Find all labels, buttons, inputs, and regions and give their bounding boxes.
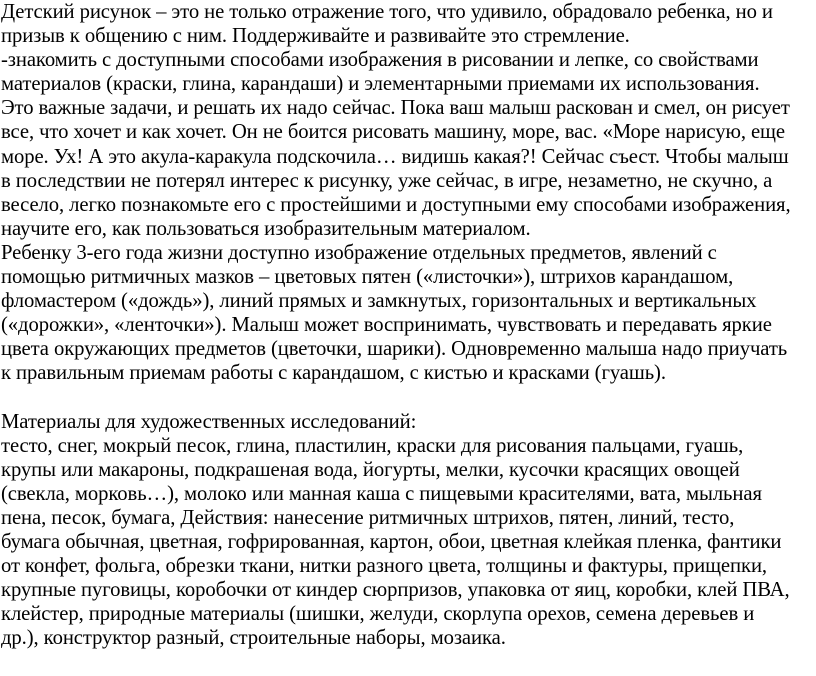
text-line: (свекла, морковь…), молоко или манная каша с пищевыми красителями, вата, мыльная [1,482,762,505]
text-line: все, что хочет и как хочет. Он не боится рисовать машину, море, вас. «Море нарисую, еще [1,121,785,144]
paragraph-intro [1,0,812,48]
text-line: призыв к общению с ним. Поддерживайте и развивайте это стремление. [1,25,630,48]
text-line: материалов (краски, глина, карандаши) и элементарными приемами их использования. [1,73,760,96]
text-line: пена, песок, бумага, Действия: нанесение ритмичных штрихов, пятен, линий, тесто, [1,506,735,529]
text-line: море. Ух! А это акула-каракула подскочила… видишь какая?! Сейчас съест. Чтобы малыш [1,145,789,168]
text-line: крупы или макароны, подкрашеная вода, йогурты, мелки, кусочки красящих овощей [1,458,740,481]
text-line: тесто, снег, мокрый песок, глина, пластилин, краски для рисования пальцами, гуашь, [1,434,744,457]
text-line: бумага обычная, цветная, гофрированная, картон, обои, цветная клейкая пленка, фантики [1,531,782,554]
materials-heading: Материалы для художественных исследований: [1,410,417,433]
paragraph-tasks [1,48,812,241]
text-line: клейстер, природные материалы (шишки, желуди, скорлупа орехов, семена деревьев и [1,603,755,626]
paragraph-materials [1,434,812,651]
text-line: в последствии не потерял интерес к рисунку, уже сейчас, в игре, незаметно, не скучно, а [1,169,773,192]
text-line: помощью ритмичных мазков – цветовых пятен («листочки»), штрихов карандашом, [1,266,734,289]
text-line: к правильным приемам работы с карандашом, с кистью и красками (гуашь). [1,362,666,385]
text-line: фломастером («дождь»), линий прямых и замкнутых, горизонтальных и вертикальных [1,290,757,313]
text-line: Детский рисунок – это не только отражение того, что удивило, обрадовало ребенка, но и [1,1,773,23]
text-line: весело, легко познакомьте его с простейшими и доступными ему способами изображения, [1,193,791,216]
blank-line [1,386,812,410]
text-line: цвета окружающих предметов (цветочки, шарики). Одновременно малыша надо приучать [1,338,788,361]
text-line: -знакомить с доступными способами изображения в рисовании и лепке, со свойствами [1,49,759,72]
text-line: крупные пуговицы, коробочки от киндер сюрпризов, упаковка от яиц, коробки, клей ПВА, [1,579,790,602]
text-line: др.), конструктор разный, строительные наборы, мозаика. [1,627,506,650]
text-line: Это важные задачи, и решать их надо сейчас. Пока ваш малыш раскован и смел, он рисует [1,97,790,120]
text-line: от конфет, фольга, обрезки ткани, нитки разного цвета, толщины и фактуры, прищепки, [1,555,767,578]
paragraph-age-three [1,241,812,386]
text-line: («дорожки», «ленточки»). Малыш может воспринимать, чувствовать и передавать яркие [1,314,772,337]
text-line: научите его, как пользоваться изобразительным материалом. [1,217,531,240]
text-line: Ребенку 3-его года жизни доступно изображение отдельных предметов, явлений с [1,241,717,264]
